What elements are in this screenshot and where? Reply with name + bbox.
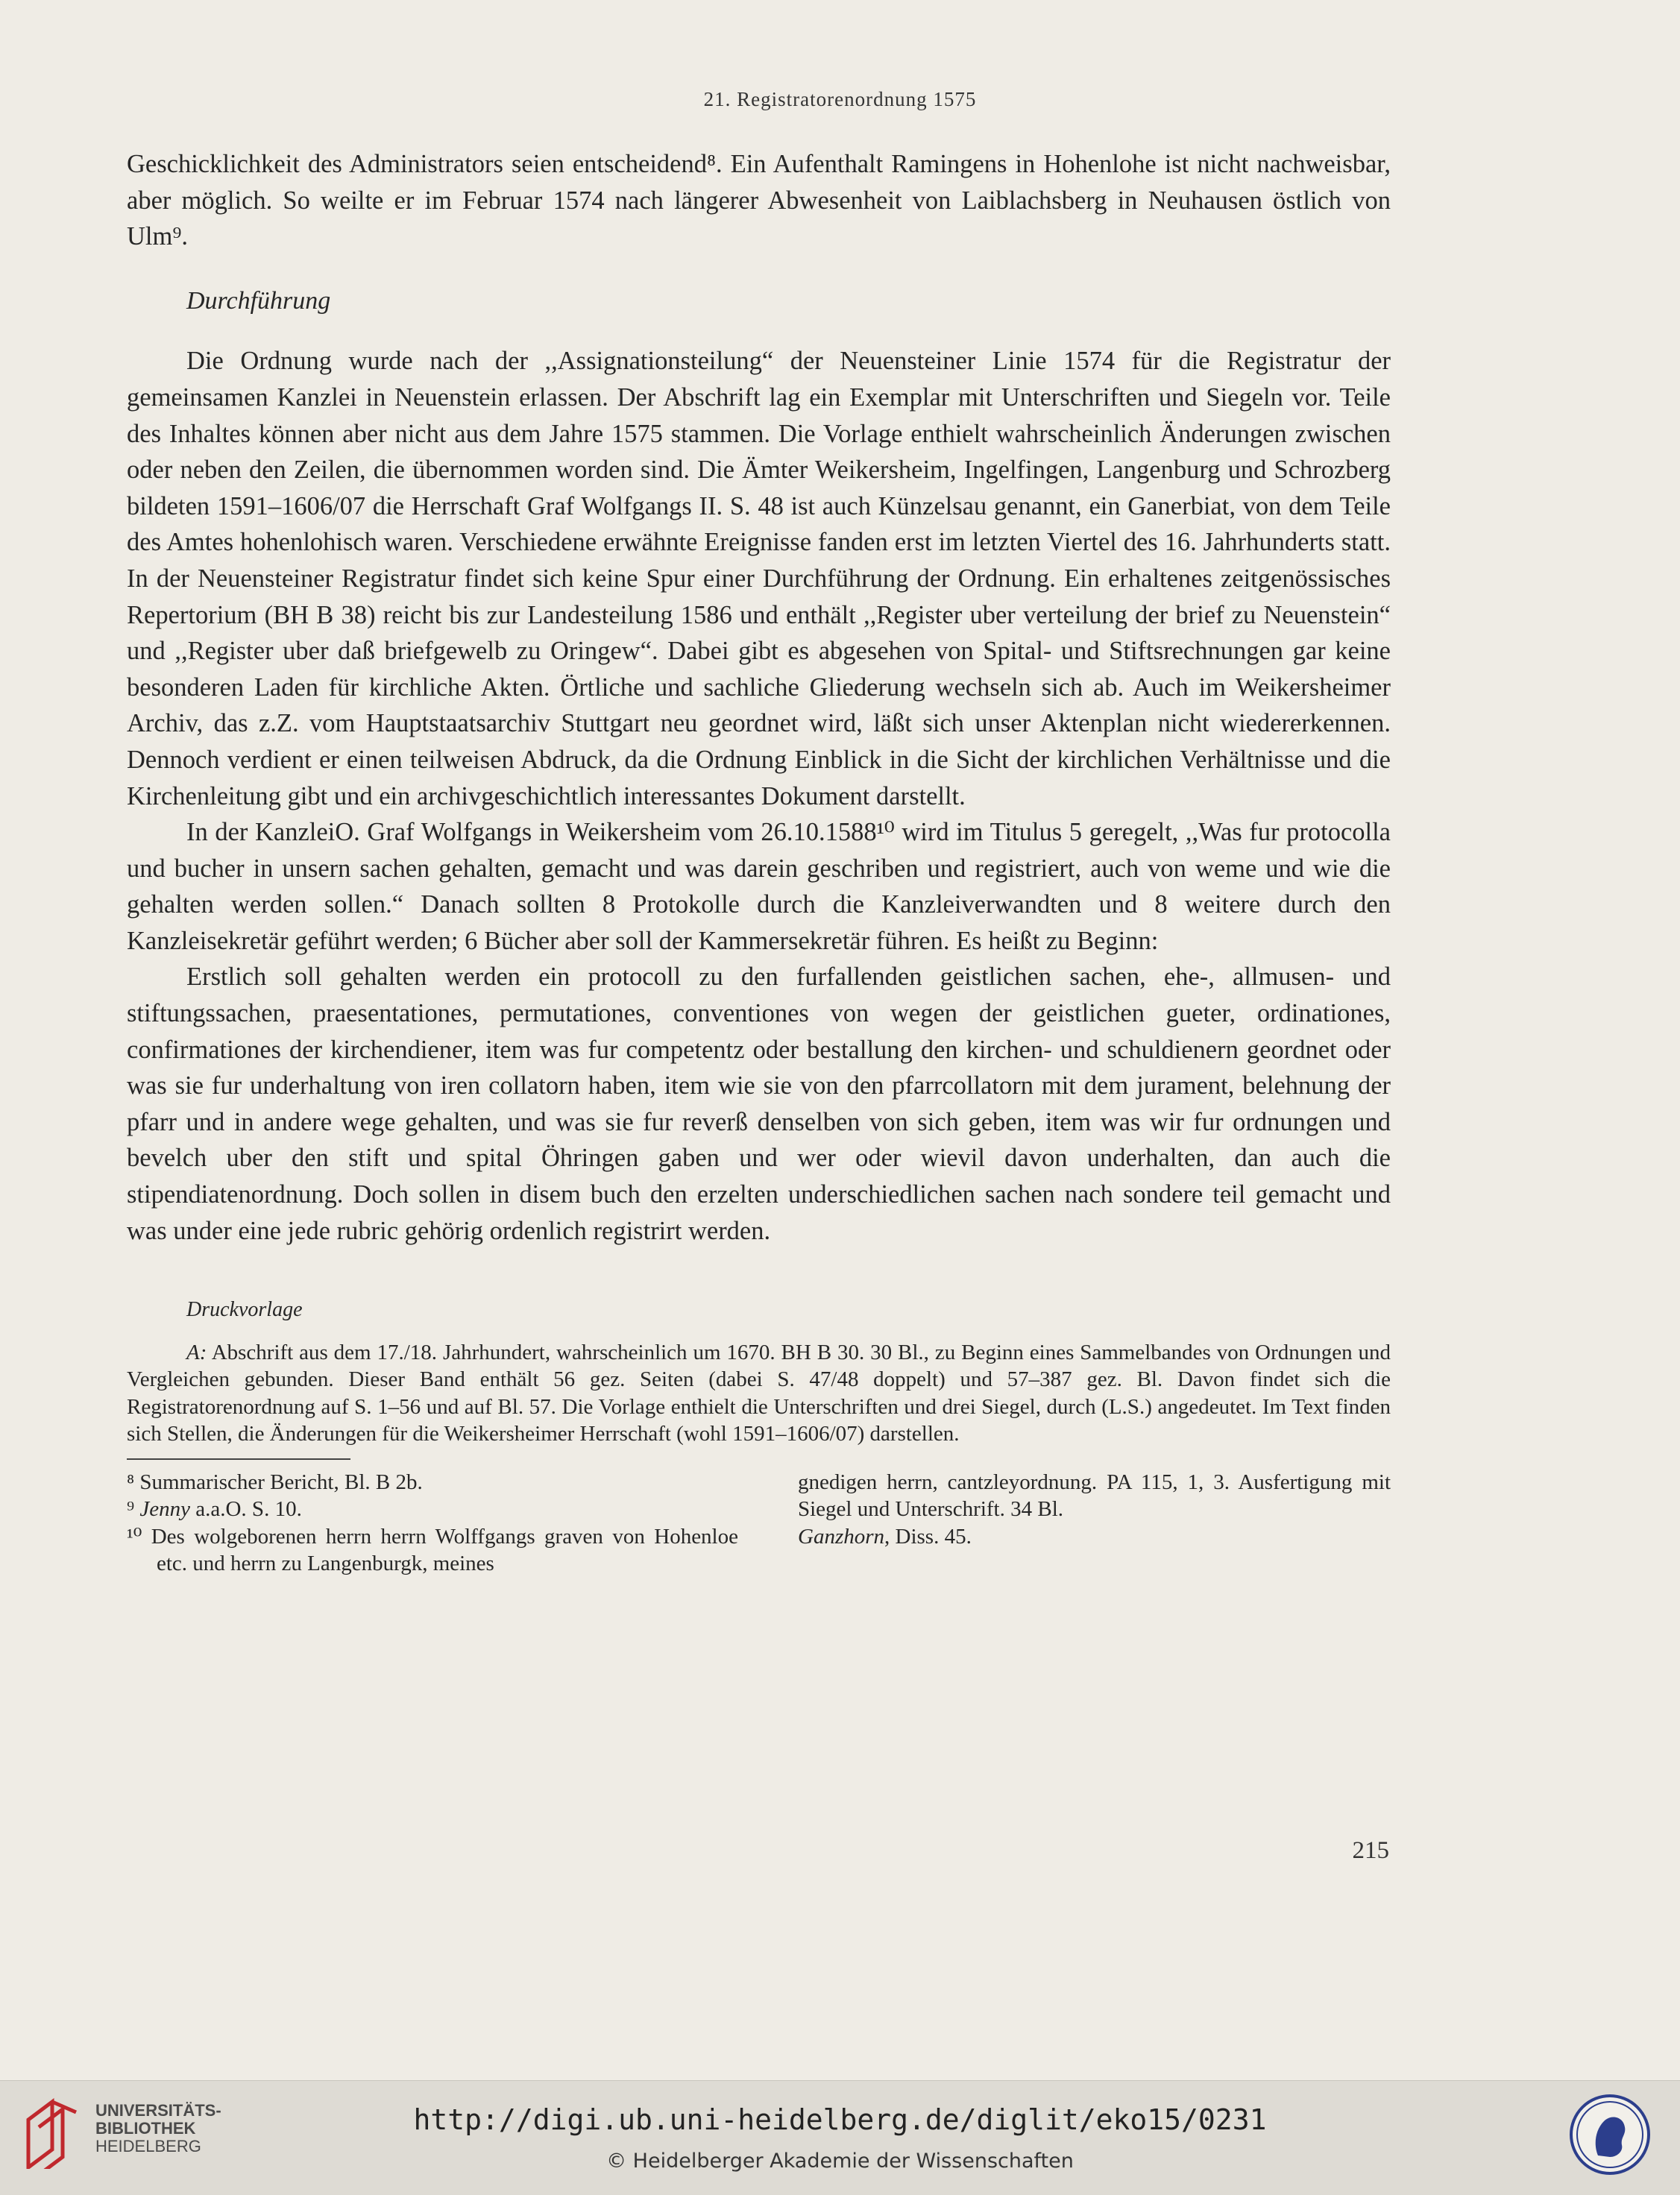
paragraph-quote: Erstlich soll gehalten werden ein protocoll zu den furfallenden geistlichen sachen, ehe-, allmusen- und stiftungssachen, praesentationes, permutationes, conventiones von wegen der geistlichen gueter, ordinationes, confirmationes der kirchendiener, item was fur competentz oder bestallung den kirchen- und schuldienern geordnet oder was sie fur underhaltung von iren collatorn haben, item wie sie von den pfarrcollatorn mit dem jurament, belehnung der pfarr und in andere wege gehalten, und was sie fur reverß denselben von sich geben, item was wir fur ordnungen und bevelch uber den stift und spital Öhringen gaben und wer oder wievil davon underhalten, dan auch die stipendiatenordnung. Doch sollen in disem buch den erzelten underschiedlichen sachen nach sondere teil gemacht und was under eine jede rubric gehörig ordenlich registrirt werden. (127, 963, 1391, 1245)
footnote-10-text: , Diss. 45. (884, 1524, 972, 1549)
footnotes (127, 1469, 1391, 1578)
footnote-10-author: Ganzhorn (798, 1524, 885, 1549)
paragraph-intro: Geschicklichkeit des Administrators seien entscheidend⁸. Ein Aufenthalt Ramingens in Hohenlohe ist nicht nachweisbar, aber möglich. So weilte er im Februar 1574 nach längerer Abwesenheit von Laiblachsberg in Neuhausen östlich von Ulm⁹. (127, 150, 1391, 251)
footnote-9-mark: ⁹ (127, 1497, 140, 1522)
logo-line-2: BIBLIOTHEK (95, 2119, 196, 2138)
page-number: 215 (1352, 1837, 1389, 1864)
footnote-9-text: a.a.O. S. 10. (190, 1497, 302, 1522)
footnotes-left-column (127, 1469, 738, 1578)
logo-line-3: HEIDELBERG (95, 2137, 201, 2155)
paragraph-kanzleiordnung: In der KanzleiO. Graf Wolfgangs in Weikersheim vom 26.10.1588¹⁰ wird im Titulus 5 geregelt, ,,Was fur protocolla und bucher in unsern sachen gehalten, gemacht und was darein geschriben und registriert, auch von weme und wie die gehalten werden sollen.“ Danach sollten 8 Protokolle durch die Kanzleiverwandten und 8 weitere durch den Kanzleisekretär geführt werden; 6 Bücher aber soll der Kammersekretär führen. Es heißt zu Beginn: (127, 818, 1391, 955)
viewer-footer (0, 2080, 1680, 2195)
footnotes-right-column (798, 1469, 1391, 1578)
druckvorlage-label: A: (186, 1340, 207, 1364)
footnote-separator (127, 1458, 350, 1460)
druckvorlage-text (127, 1339, 1391, 1448)
footnote-9 (127, 1496, 738, 1523)
footnote-10-continued: gnedigen herrn, cantzleyordnung. PA 115, 1, 3. Ausfertigung mit Siegel und Unterschrift. 34 Bl. (798, 1470, 1391, 1522)
running-header: 21. Registratorenordnung 1575 (703, 88, 977, 110)
paragraph-durchfuehrung: Die Ordnung wurde nach der ,,Assignationsteilung“ der Neuensteiner Linie 1574 für die Registratur der gemeinsamen Kanzlei in Neuenstein erlassen. Der Abschrift lag ein Exemplar mit Unterschriften und Siegeln vor. Teile des Inhaltes können aber nicht aus dem Jahre 1575 stammen. Die Vorlage enthielt wahrscheinlich Änderungen zwischen oder neben den Zeilen, die übernommen worden sind. Die Ämter Weikersheim, Ingelfingen, Langenburg und Schrozberg bildeten 1591–1606/07 die Herrschaft Graf Wolfgangs II. S. 48 ist auch Künzelsau genannt, ein Ganerbiat, von dem Teile des Amtes hohenlohisch waren. Verschiedene erwähnte Ereignisse fanden erst im letzten Viertel des 16. Jahrhunderts statt. In der Neuensteiner Registratur findet sich keine Spur einer Durchführung der Ordnung. Ein erhaltenes zeitgenössisches Repertorium (BH B 38) reicht bis zur Landesteilung 1586 und enthält ,,Register uber verteilung der brief zu Neuenstein“ und ,,Register uber daß briefgewelb zu Oringew“. Dabei gibt es abgesehen von Spital- und Stiftsrechnungen gar keine besonderen Laden für kirchliche Akten. Örtliche und sachliche Gliederung wechseln sich ab. Auch im Weikersheimer Archiv, das z.Z. vom Hauptstaatsarchiv Stuttgart neu geordnet wird, läßt sich unser Aktenplan nicht wiedererkennen. Dennoch verdient er einen teilweisen Abdruck, da die Ordnung Einblick in die Sicht der kirchlichen Verhältnisse und die Kirchenleitung gibt und ein archivgeschichtlich interessantes Dokument darstellt. (127, 347, 1391, 810)
druckvorlage-title: Druckvorlage (186, 1298, 303, 1322)
academy-seal-icon[interactable] (1568, 2093, 1652, 2176)
main-text (127, 146, 1391, 1578)
footnote-10-reference (798, 1523, 1391, 1551)
footnote-10: ¹⁰ Des wolgeborenen herrn herrn Wolffgangs graven von Hohenloe etc. und herrn zu Langenburgk, meines (127, 1524, 738, 1576)
copyright-notice: © Heidelberger Akademie der Wissenschaften (606, 2150, 1074, 2173)
section-heading: Durchführung (186, 286, 331, 315)
footnote-9-author: Jenny (139, 1497, 190, 1522)
logo-line-1: UNIVERSITÄTS- (95, 2101, 221, 2120)
druckvorlage-body: Abschrift aus dem 17./18. Jahrhundert, wahrscheinlich um 1670. BH B 30. 30 Bl., zu Beginn eines Sammelbandes von Ordnungen und Vergleichen gebunden. Dieser Band enthält 56 gez. Seiten (dabei S. 47/48 doppelt) und 57–387 gez. Bl. Davon findet sich die Registratorenordnung auf S. 1–56 und auf Bl. 57. Die Vorlage enthielt die Unterschriften und drei Siegel, durch (L.S.) angedeutet. Im Text finden sich Stellen, die Änderungen für die Weikersheimer Herrschaft (wohl 1591–1606/07) darstellen. (127, 1340, 1391, 1446)
permalink-url[interactable]: http://digi.ub.uni-heidelberg.de/diglit/eko15/0231 (413, 2103, 1267, 2136)
footnote-8: ⁸ Summarischer Bericht, Bl. B 2b. (127, 1470, 423, 1494)
